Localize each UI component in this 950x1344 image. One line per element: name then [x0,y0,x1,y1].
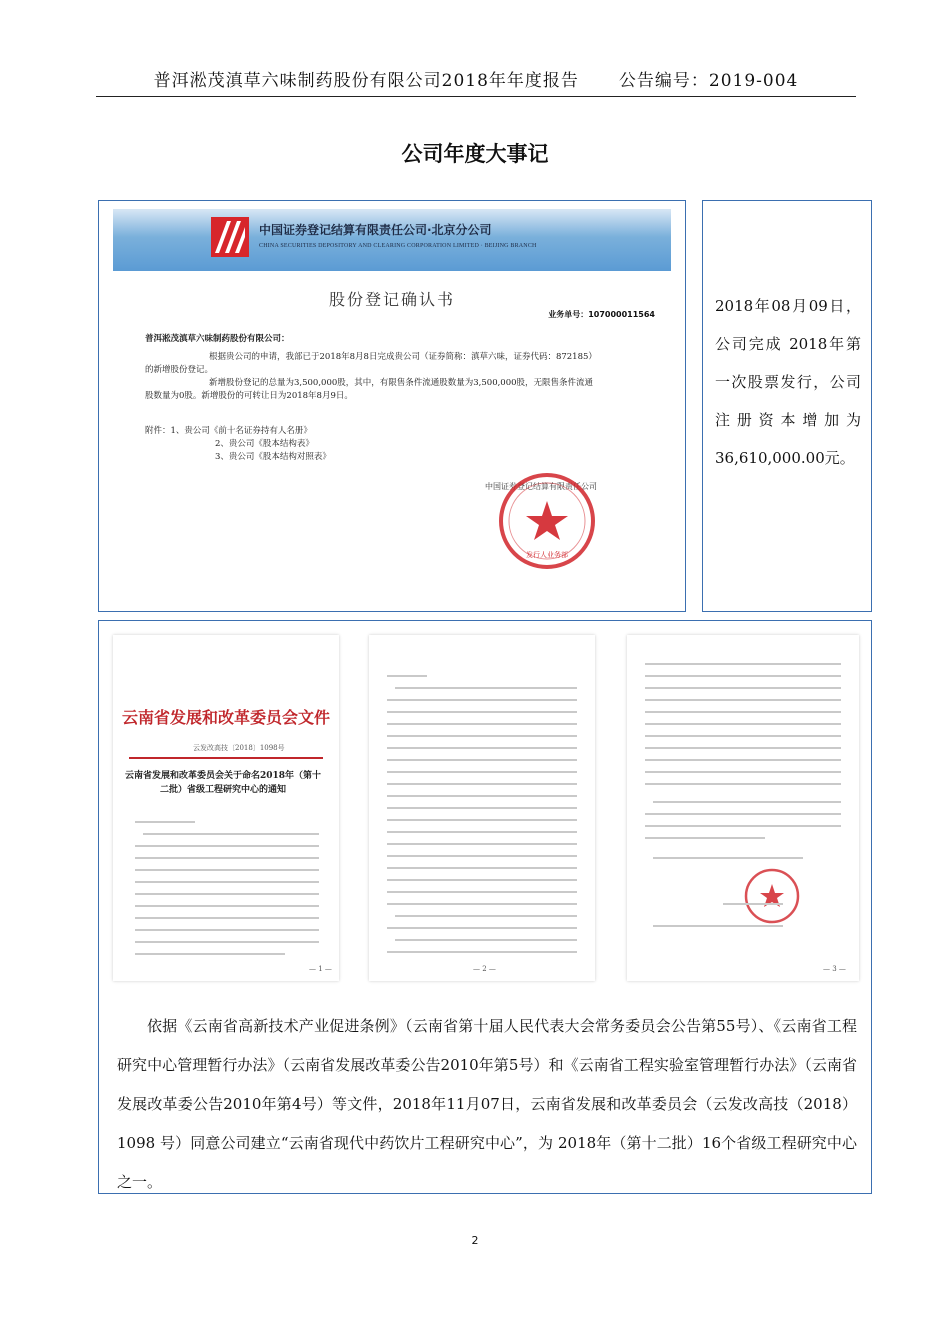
doc-line [387,771,577,773]
doc-line [387,807,577,809]
certificate-org-cn: 中国证券登记结算有限责任公司·北京分公司 [259,223,492,237]
doc-line [135,917,319,919]
doc-line [645,711,841,713]
certificate-image [113,209,671,605]
notice-page-2 [369,635,595,981]
doc-line [387,927,577,929]
certificate-title: 股份登记确认书 [328,290,455,309]
doc-line [135,953,285,955]
notice-page-3 [627,635,859,981]
doc-line [395,939,577,941]
doc-line [135,893,319,895]
certificate-signer: 中国证券登记结算有限责任公司 [485,482,597,491]
doc-line [135,857,319,859]
doc-line [387,819,577,821]
certificate-attachment-2: 2、贵公司《股本结构表》 [215,439,314,449]
doc-line [387,783,577,785]
doc-line [387,951,577,953]
doc-line [135,821,195,823]
doc-line [387,831,577,833]
doc-line [135,905,319,907]
doc-line [387,903,577,905]
event2-frame [98,620,872,1194]
doc-line [645,723,841,725]
doc-line [135,845,319,847]
csdc-logo-icon [211,217,249,257]
doc-line [645,825,841,827]
doc-line [645,837,765,839]
doc-line [387,735,577,737]
doc-line [395,915,577,917]
doc-line [645,735,841,737]
certificate-attachment-1: 附件：1、贵公司《前十名证券持有人名册》 [145,426,312,436]
event2-description: 依据《云南省高新技术产业促进条例》（云南省第十届人民代表大会常务委员会公告第55号）、《云南省工程研究中心管理暂行办法》（云南省发展改革委公告2010年第5号）和《云南省工程实验室管理暂行办法》（云南省发展改革委公告2010年第4号）等文件，2018年11月07日，云南省发展和改革委员会（云发改高技（2018）1098 号）同意公司建立“云南省现代中药饮片工程研究中心”，为 2018年（第十二批）16个省级工程研究中心之一。 [117,1017,857,1191]
doc-line [387,699,577,701]
doc-line [653,857,803,859]
doc-line [135,929,319,931]
notice-title: 云南省发展和改革委员会关于命名2018年（第十二批）省级工程研究中心的通知 [124,771,322,795]
doc-line [653,925,783,927]
seal-dept-text: 发行人业务部 [526,551,568,559]
doc-line [645,813,841,815]
business-number: 业务单号：107000011564 [548,310,655,319]
certificate-para1b: 的新增股份登记。 [145,365,214,375]
page-number-1: — 1 — [309,965,332,973]
notice-doc-number: 云发改高技〔2018〕1098号 [193,744,285,752]
doc-line [387,867,577,869]
doc-line [387,795,577,797]
doc-line [387,879,577,881]
doc-line [645,771,841,773]
doc-line [645,687,841,689]
certificate-banner [113,209,671,271]
page-header [96,66,856,97]
doc-line [645,675,841,677]
doc-line [135,941,319,943]
doc-line [645,663,841,665]
event1-frame [702,200,877,612]
page-title: 公司年度大事记 [401,142,549,166]
doc-line [387,843,577,845]
official-seal-icon [497,471,597,571]
certificate-para2: 新增股份登记的总量为3,500,000股，其中，有限售条件流通股数量为3,500,000股，无限售条件流通 [209,378,594,388]
doc-line [395,687,577,689]
doc-line [645,699,841,701]
doc-line [723,903,783,905]
doc-line [387,891,577,893]
notice-seal-icon [743,867,801,925]
doc-line [387,855,577,857]
notice-red-title: 云南省发展和改革委员会文件 [121,708,330,727]
doc-line [135,869,319,871]
certificate-frame [98,200,686,612]
page-number-2: — 2 — [473,965,496,973]
report-title: 普洱淞茂滇草六味制药股份有限公司2018年年度报告 [153,71,579,91]
doc-line [387,723,577,725]
notice-number: 公告编号：2019-004 [618,71,799,91]
certificate-para1: 根据贵公司的申请，我部已于2018年8月8日完成贵公司（证券简称：滇草六味，证券代码：872185） [209,352,597,362]
certificate-addressee: 普洱淞茂滇草六味制药股份有限公司： [145,334,290,344]
page-number: 2 [471,1234,479,1247]
notice-page-1 [113,635,339,981]
doc-line [645,747,841,749]
doc-line [645,759,841,761]
doc-line [387,675,427,677]
doc-line [387,711,577,713]
certificate-attachment-3: 3、贵公司《股本结构对照表》 [215,452,331,462]
doc-line [645,783,841,785]
notice-red-rule [129,757,323,759]
certificate-org-en: CHINA SECURITIES DEPOSITORY AND CLEARING CORPORATION LIMITED · BEIJING BRANCH [259,243,537,249]
doc-line [143,833,319,835]
page-number-3: — 3 — [823,965,846,973]
doc-line [387,759,577,761]
doc-line [653,801,841,803]
doc-line [387,747,577,749]
event1-description: 2018年08月09日，公司完成 2018年第一次股票发行，公司注册资本增加为 36,610,000.00元。 [715,297,877,467]
doc-line [135,881,319,883]
certificate-para2b: 股数量为0股。新增股份的可转让日为2018年8月9日。 [145,391,353,401]
